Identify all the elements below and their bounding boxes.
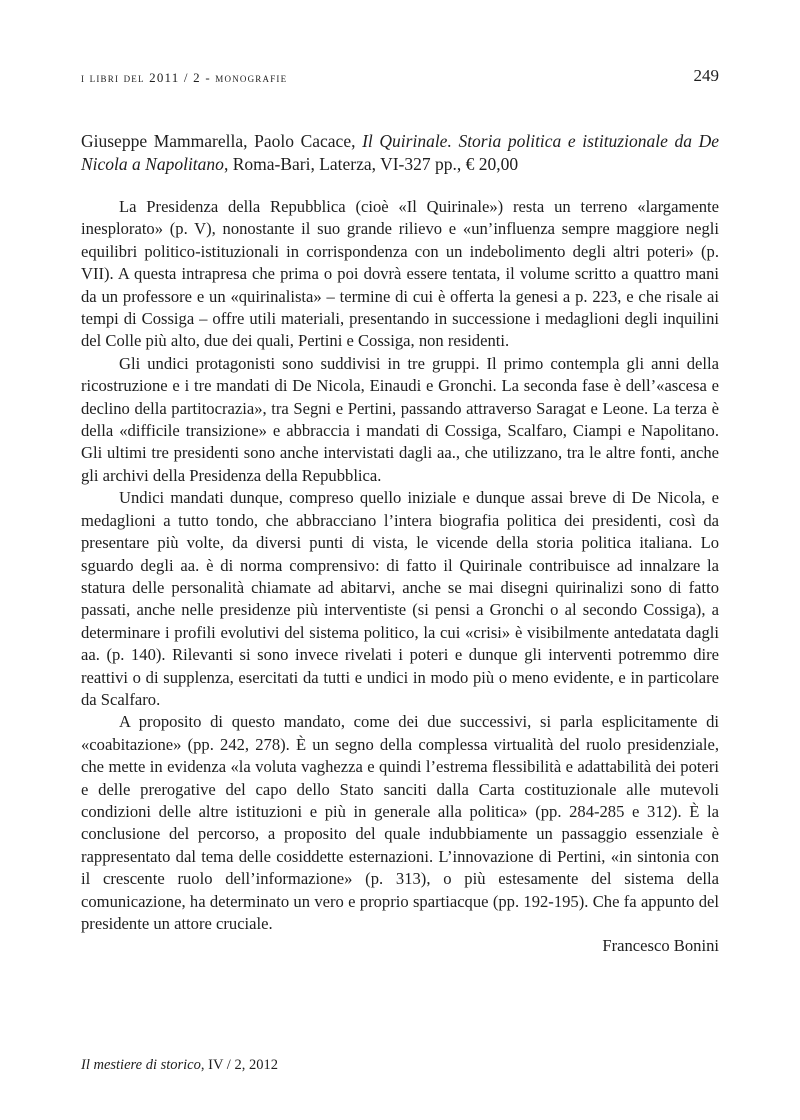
- page-footer: [81, 1057, 278, 1074]
- book-citation: [81, 130, 719, 175]
- paragraph: A proposito di questo mandato, come dei due successivi, si parla esplicitamente di «coabitazione» (pp. 242, 278). È un segno della complessa virtualità del ruolo presidenziale, che mette in evidenza «la voluta vaghezza e quindi l’estrema flessibilità e adattabilità dei poteri e delle prerogative del capo dello Stato sanciti dalla Carta costituzionale alle mutevoli condizioni delle altre istituzioni e più in generale alla politica» (pp. 284-285 e 312). È la conclusione del percorso, a proposito del quale indubbiamente un passaggio essenziale è rappresentato dal tema delle cosiddette esternazioni. L’innovazione di Pertini, «in sintonia con il crescente ruolo dell’informazione» (p. 313), o più estesamente del sistema della comunicazione, ha determinato un vero e proprio spartiacque (pp. 192-195). Che fa appunto del presidente un attore cruciale.: [81, 712, 719, 933]
- paragraph: Gli undici protagonisti sono suddivisi in tre gruppi. Il primo contempla gli anni della ricostruzione e i tre mandati di De Nicola, Einaudi e Gronchi. La seconda fase è dell’«ascesa e declino della partitocrazia», tra Segni e Pertini, passando attraverso Saragat e Leone. La terza è della «difficile transizione» e abbraccia i mandati di Cossiga, Scalfaro, Ciampi e Napolitano. Gli ultimi tre presidenti sono anche intervistati dagli aa., che utilizzano, tra le altre fonti, anche gli archivi della Presidenza della Repubblica.: [81, 353, 719, 485]
- citation-publication: , Roma-Bari, Laterza, VI-327 pp., € 20,00: [223, 153, 519, 174]
- journal-title: Il mestiere di storico: [81, 1057, 201, 1073]
- running-head: i libri del 2011 / 2 - monografie: [81, 70, 288, 85]
- reviewer-signature: Francesco Bonini: [602, 936, 719, 956]
- citation-title: Il Quirinale. Storia politica e istituzionale da De Nicola a Napolitano: [81, 131, 719, 174]
- journal-issue: , IV / 2, 2012: [200, 1057, 278, 1073]
- page-number: 249: [693, 66, 719, 85]
- paragraph: Undici mandati dunque, compreso quello iniziale e dunque assai breve di De Nicola, e medaglioni a tutto tondo, che abbracciano l’intera biografia politica dei presidenti, così da presentare più volte, da diversi punti di vista, le vicende della storia politica italiana. Lo sguardo degli aa. è di norma comprensivo: di fatto il Quirinale contribuisce ad innalzare la statura delle personalità chiamate ad abitarvi, anche se mai disegni quirinalizi sono di fatto passati, anche nelle presidenze più interventiste (si pensi a Gronchi o al secondo Cossiga), a determinare i profili evolutivi del sistema politico, la cui «crisi» è visibilmente antedatata dagli aa. (p. 140). Rilevanti si sono invece rivelati i poteri e dunque gli interventi potremmo dire reattivi o di supplenza, esercitati da tutti e undici in modo più o meno evidente, e in particolare da Scalfaro.: [81, 488, 719, 709]
- page-header: [81, 64, 719, 92]
- review-body: [81, 196, 719, 958]
- citation-authors: Giuseppe Mammarella, Paolo Cacace,: [81, 131, 363, 151]
- paragraph: La Presidenza della Repubblica (cioè «Il Quirinale») resta un terreno «largamente inesplorato» (p. V), nonostante il suo grande rilievo e «un’influenza sempre maggiore negli equilibri politico-istituzionali in corrispondenza con un indebolimento degli altri poteri» (p. VII). A questa intrapresa che prima o poi dovrà essere tentata, il volume scritto a quattro mani da un professore e un «quirinalista» – termine di cui è offerta la genesi a p. 223, e che risale ai tempi di Cossiga – offre utili materiali, presentando in successione i medaglioni degli inquilini del Colle più alto, due dei quali, Pertini e Cossiga, non residenti.: [81, 197, 719, 351]
